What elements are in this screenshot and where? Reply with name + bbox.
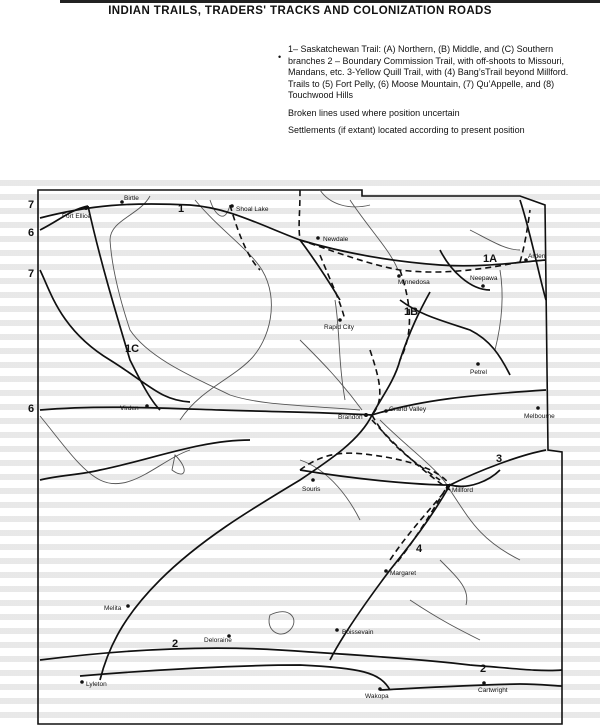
label-neepawa: Neepawa [470,275,498,282]
label-petrel: Petrel [470,369,487,376]
label-birtle: Birtle [124,195,139,202]
label-fort-ellice: Fort Ellice [62,213,91,220]
marker-souris [311,478,315,482]
label-minnedosa: Minnedosa [398,279,430,286]
trail-label-1a: 1A [483,253,498,265]
legend-settlements-note: Settlements (if extant) located according to present position [288,125,525,135]
trail-label-7-mid: 7 [28,268,35,280]
trail-label-1b: 1B [404,306,419,318]
marker-shoal-lake [230,204,234,208]
settlement-labels [62,195,555,700]
marker-virden [145,404,149,408]
map-frame [38,190,562,724]
trail-label-1: 1 [178,203,185,215]
marker-millford [446,484,450,488]
legend-broken-lines-note: Broken lines used where position uncertain [288,107,460,118]
marker-lyleton [80,680,84,684]
label-wakopa: Wakopa [365,693,389,700]
label-melita: Melita [104,605,122,612]
marker-margaret [384,569,388,573]
trail-label-3: 3 [496,453,503,465]
marker-neepawa [481,284,485,288]
marker-cartwright [482,681,486,685]
label-millford: Millford [452,487,473,494]
trail-label-7-north: 7 [28,199,35,211]
trail-label-1c-west: 1C [125,343,140,355]
settlement-markers [80,200,540,691]
marker-petrel [476,362,480,366]
page-title: INDIAN TRAILS, TRADERS' TRACKS AND COLONIZATION ROADS [108,5,492,17]
marker-grand-valley [384,409,388,413]
trail-label-6-north: 6 [28,227,35,239]
solid-trails [40,200,562,690]
trail-label-2-west: 2 [172,638,179,650]
trail-labels [28,199,502,675]
label-grand-valley: Grand Valley [389,406,427,413]
label-boissevain: Boissevain [342,629,374,636]
label-newdale: Newdale [323,236,349,243]
marker-melita [126,604,130,608]
marker-melbourne [536,406,540,410]
label-virden: Virden [120,405,139,412]
label-souris: Souris [302,486,321,493]
trail-label-2-east: 2 [480,663,487,675]
marker-wakopa [378,687,382,691]
marker-boissevain [335,628,339,632]
label-cartwright: Cartwright [478,687,508,694]
marker-minnedosa [397,274,401,278]
label-brandon: Brandon [338,414,363,421]
label-arden: Arden [528,253,546,260]
trail-label-4: 4 [416,543,423,555]
trail-label-6-south: 6 [28,403,35,415]
legend-trails-text: 1– Saskatchewan Trail: (A) Northern, (B) Middle, and (C) Southern branches 2 – Boundary Commission Trail, with off-shoots to Missouri, Mandans, etc. 3-Yellow Quill Trail, with (4) Bang’sTrail beyond Millford. Trails to (5) Fort Pelly, (6) Moose Mountain, (7) Qu’Appelle, and (8) Touchwood Hills [288,44,569,100]
label-lyleton: Lyleton [86,681,107,688]
label-deloraine: Deloraine [204,637,232,644]
dashed-trails [230,190,530,565]
label-rapid-city: Rapid City [324,324,354,331]
marker-rapid-city [338,318,342,322]
label-melbourne: Melbourne [524,413,555,420]
rivers [40,190,520,640]
marker-newdale [316,236,320,240]
legend-bullet: • [278,52,282,62]
label-shoal-lake: Shoal Lake [236,206,269,213]
marker-brandon [364,413,368,417]
marker-fort-ellice [84,206,88,210]
label-margaret: Margaret [390,570,417,577]
